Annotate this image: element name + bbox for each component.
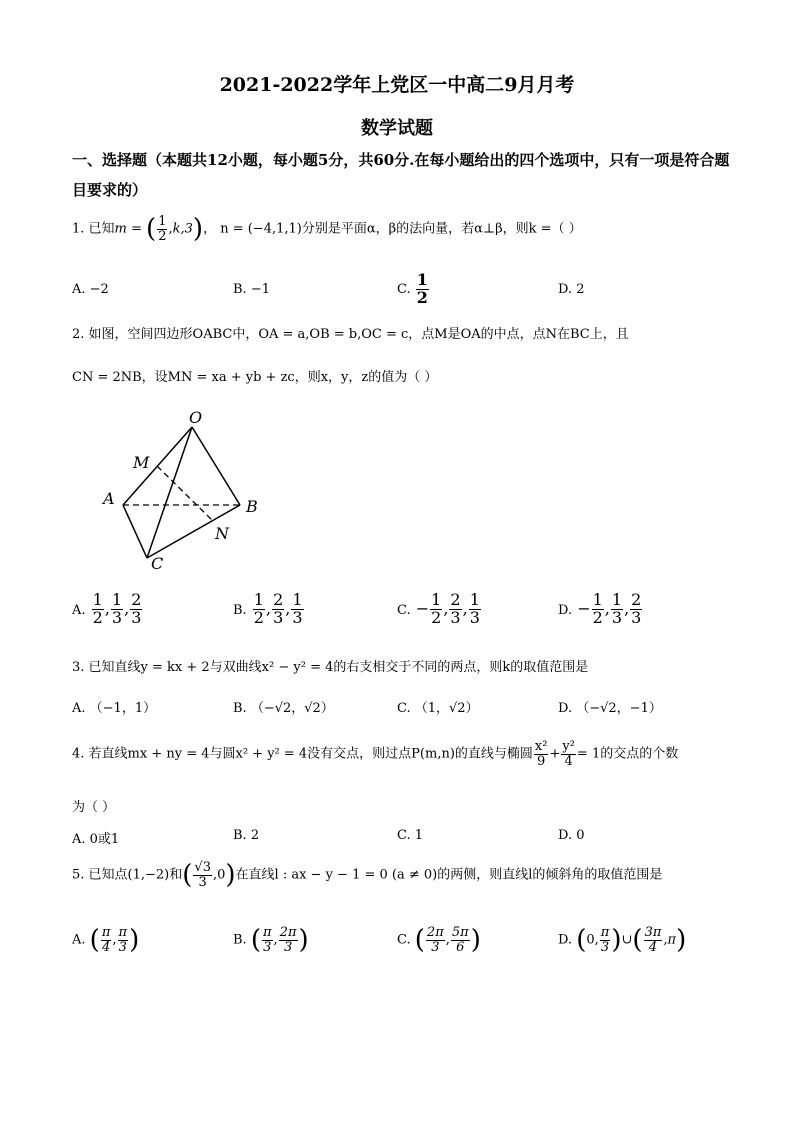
q2-option-d[interactable]: D. − $\frac{1}{2}$ , $\frac{1}{3}$ , $\frac{2}{3}$ (558, 590, 642, 627)
frac-num: 5π (451, 924, 469, 940)
frac-den: 6 (456, 939, 465, 955)
frac-den: 2 (431, 607, 442, 627)
q5-option-a[interactable]: A. ( $\frac{\pi}{4}$ , $\frac{\pi}{3}$ ) (72, 924, 140, 955)
paren-right: ) (676, 925, 687, 955)
frac-den: 3 (198, 874, 207, 890)
frac-1 (92, 592, 104, 627)
frac-den: 4 (564, 753, 573, 769)
paren-left: ( (632, 925, 643, 955)
frac-num: 1 (111, 590, 123, 609)
frac-num: 1 (416, 270, 428, 289)
q4-option-b[interactable]: B. 2 (233, 828, 260, 843)
frac-1 (253, 592, 265, 627)
q1-vector-m: m (114, 221, 127, 237)
paren-left: ( (146, 214, 157, 244)
frac-den: 3 (450, 607, 461, 627)
paren-left: ( (182, 860, 193, 890)
frac-1 (600, 926, 611, 954)
frac-num: π (101, 924, 111, 940)
paren-left: ( (414, 925, 425, 955)
q5-option-d[interactable] (558, 925, 686, 955)
q3-option-b[interactable]: B. （−√2，√2） (233, 701, 334, 716)
opt-label: C. (397, 602, 411, 618)
paren-right: ) (470, 925, 481, 955)
frac-den: 3 (469, 607, 480, 627)
paren-left: ( (89, 925, 100, 955)
q5-option-b[interactable]: B. ( $\frac{\pi}{3}$ , $\frac{2\pi}{3}$ ) (233, 924, 309, 955)
question-2-line-2: CN = 2NB，设MN = xa + yb + zc，则x，y，z的值为（ ） (72, 370, 438, 385)
frac-num: 2 (131, 590, 142, 609)
frac-num: x² (534, 739, 548, 754)
label-C: C (151, 554, 164, 573)
q1-option-d[interactable]: D. 2 (558, 282, 585, 297)
paren-right: ) (129, 925, 140, 955)
frac-den: 3 (131, 607, 142, 627)
frac-den: 3 (611, 607, 623, 627)
q4-option-c[interactable]: C. 1 (397, 828, 424, 843)
plus-sign: + (549, 746, 561, 762)
frac-2 (279, 926, 298, 954)
frac-2 (644, 926, 663, 954)
frac-num: √3 (194, 859, 211, 875)
frac-num: y² (562, 739, 575, 754)
union-sign: ∪ (621, 932, 633, 948)
frac-2 (449, 592, 461, 627)
frac-num: 1 (92, 590, 103, 609)
frac-1 (426, 926, 445, 954)
minus-sign: − (415, 598, 430, 618)
frac-num: 1 (592, 590, 603, 609)
q5-stem-b: 在直线l : ax − y − 1 = 0 (a ≠ 0)的两侧，则直线l的倾斜角的取值范围是 (235, 867, 663, 883)
frac-den: 3 (631, 607, 642, 627)
question-3-stem: 3. 已知直线y = kx + 2与双曲线x² − y² = 4的右支相交于不同的两点，则k的取值范围是 (72, 660, 589, 675)
paren-right: ) (192, 214, 204, 244)
question-4-stem (72, 740, 678, 768)
frac-num: π (118, 924, 128, 940)
label-B: B (246, 497, 258, 516)
frac-3 (130, 592, 142, 627)
minus-sign: − (577, 598, 591, 618)
frac-den: 4 (101, 939, 111, 955)
frac-den: 9 (537, 753, 546, 769)
frac-3 (291, 592, 303, 627)
frac-den: 3 (111, 607, 123, 627)
question-5-stem (72, 860, 662, 890)
opt-label: C. (397, 281, 411, 297)
exam-title: 2021-2022学年上党区一中高二9月月考 (219, 74, 575, 96)
frac-2 (111, 592, 123, 627)
frac-den: 3 (273, 607, 284, 627)
frac-3 (469, 592, 481, 627)
q5-point-tail: ,0 (212, 867, 226, 883)
frac-num: 2 (631, 590, 642, 609)
frac-num: 1 (611, 590, 623, 609)
q4-stem-b: = 1的交点的个数 (576, 746, 679, 762)
frac-den: 2 (592, 607, 603, 627)
section-heading: 一、选择题（本题共12小题，每小题5分，共60分.在每小题给出的四个选项中，只有一项是符合题目要求的） (72, 151, 730, 199)
frac-num: 2 (273, 590, 284, 609)
label-O: O (189, 408, 203, 427)
question-1-stem: 1. 已知m = ( $\frac{1}{2}$ ,k,3)， n = (−4,1,1)分别是平面α，β的法向量，若α⊥β，则k =（ ） (72, 213, 582, 244)
segment-MN-hidden (157, 466, 213, 521)
frac-den: 3 (263, 939, 272, 955)
frac-den: 3 (118, 939, 127, 955)
frac-num: 3π (644, 924, 662, 940)
frac-num: 1 (158, 213, 167, 229)
q4-ellipse-x (534, 740, 549, 768)
opt-label: C. (397, 932, 411, 948)
frac-2 (611, 592, 623, 627)
q4-option-a[interactable]: A. 0或1 (72, 832, 120, 847)
q5-stem-a: 5. 已知点(1,−2)和 (72, 867, 183, 883)
frac-2 (118, 926, 129, 954)
q5-point-frac (193, 861, 212, 889)
frac-num: π (600, 924, 610, 940)
frac-1 (592, 592, 604, 627)
edge-AC (123, 505, 147, 558)
frac-3 (630, 592, 642, 627)
question-2-line-1: 2. 如图，空间四边形OABC中，OA = a,OB = b,OC = c，点M是OA的中点，点N在BC上，且 (72, 327, 629, 342)
frac-den: 2 (416, 287, 428, 307)
frac-den: 3 (431, 939, 440, 955)
tetrahedron-figure (95, 405, 275, 575)
paren-right: ) (298, 925, 309, 955)
frac-den: 3 (600, 939, 610, 955)
edge-OB (192, 427, 240, 505)
frac-num: 2π (279, 924, 297, 940)
frac-num: π (262, 924, 272, 940)
q3-option-a[interactable]: A. （−1，1） (72, 701, 157, 716)
frac-num: 2π (426, 924, 444, 940)
frac-1 (430, 592, 442, 627)
q1-rest: ， n = (−4,1,1)分别是平面α，β的法向量，若α⊥β，则k =（ ） (203, 221, 582, 237)
opt-label: D. (558, 602, 573, 618)
frac-den: 2 (158, 228, 167, 244)
paren-left: ( (250, 925, 261, 955)
paren-right: ) (225, 860, 236, 890)
frac-num: 1 (253, 590, 264, 609)
opt-label: B. (233, 932, 247, 948)
frac-num: 1 (292, 590, 303, 609)
q1-fraction (157, 215, 167, 243)
q3-option-d[interactable]: D. （−√2，−1） (558, 701, 662, 716)
frac-den: 2 (253, 607, 264, 627)
paren-right: ) (611, 925, 622, 955)
label-M: M (133, 453, 150, 472)
q2-option-b[interactable]: B. $\frac{1}{2}$ , $\frac{2}{3}$ , $\frac{1}{3}$ (233, 590, 303, 627)
question-4-stem-cont: 为（ ） (72, 800, 116, 815)
d-tail: ,π (663, 932, 677, 948)
frac-1 (101, 926, 112, 954)
q1-vec-tail: k,3 (172, 221, 193, 237)
q1-equals: = (126, 221, 147, 237)
q3-option-c[interactable]: C. （1，√2） (397, 701, 479, 716)
q4-ellipse-y (561, 740, 576, 768)
q1-option-a[interactable]: A. −2 (72, 282, 109, 297)
opt-label: A. (72, 932, 86, 948)
frac-den: 3 (292, 607, 303, 627)
frac-den: 2 (92, 607, 103, 627)
paren-left: ( (576, 925, 587, 955)
frac-num: 1 (469, 590, 480, 609)
label-A: A (103, 489, 115, 508)
exam-subtitle: 数学试题 (361, 118, 433, 139)
q1-option-b[interactable]: B. −1 (233, 282, 270, 297)
label-N: N (215, 524, 229, 543)
frac-den: 4 (648, 939, 658, 955)
q5-option-c[interactable]: C. ( $\frac{2\pi}{3}$ , $\frac{5\pi}{6}$ ) (397, 924, 481, 955)
q1-c-fraction (416, 272, 429, 307)
frac-2 (451, 926, 470, 954)
frac-1 (262, 926, 273, 954)
edge-OC (147, 427, 192, 558)
q4-option-d[interactable]: D. 0 (558, 828, 585, 843)
q4-stem-a: 4. 若直线mx + ny = 4与圆x² + y² = 4没有交点，则过点P(m,n)的直线与椭圆 (72, 746, 533, 762)
q2-option-a[interactable]: A. $\frac{1}{2}$ , $\frac{1}{3}$ , $\frac{2}{3}$ (72, 590, 142, 627)
frac-num: 1 (431, 590, 442, 609)
q2-option-c[interactable]: C. − $\frac{1}{2}$ , $\frac{2}{3}$ , $\frac{1}{3}$ (397, 590, 480, 627)
frac-den: 3 (283, 939, 293, 955)
opt-label: A. (72, 602, 86, 618)
opt-label: B. (233, 602, 247, 618)
q1-option-c[interactable] (397, 272, 430, 307)
opt-label: D. (558, 932, 573, 948)
d-lead: 0, (586, 932, 599, 948)
frac-num: 2 (450, 590, 461, 609)
frac-2 (272, 592, 284, 627)
q1-prefix: 1. 已知 (72, 221, 115, 237)
